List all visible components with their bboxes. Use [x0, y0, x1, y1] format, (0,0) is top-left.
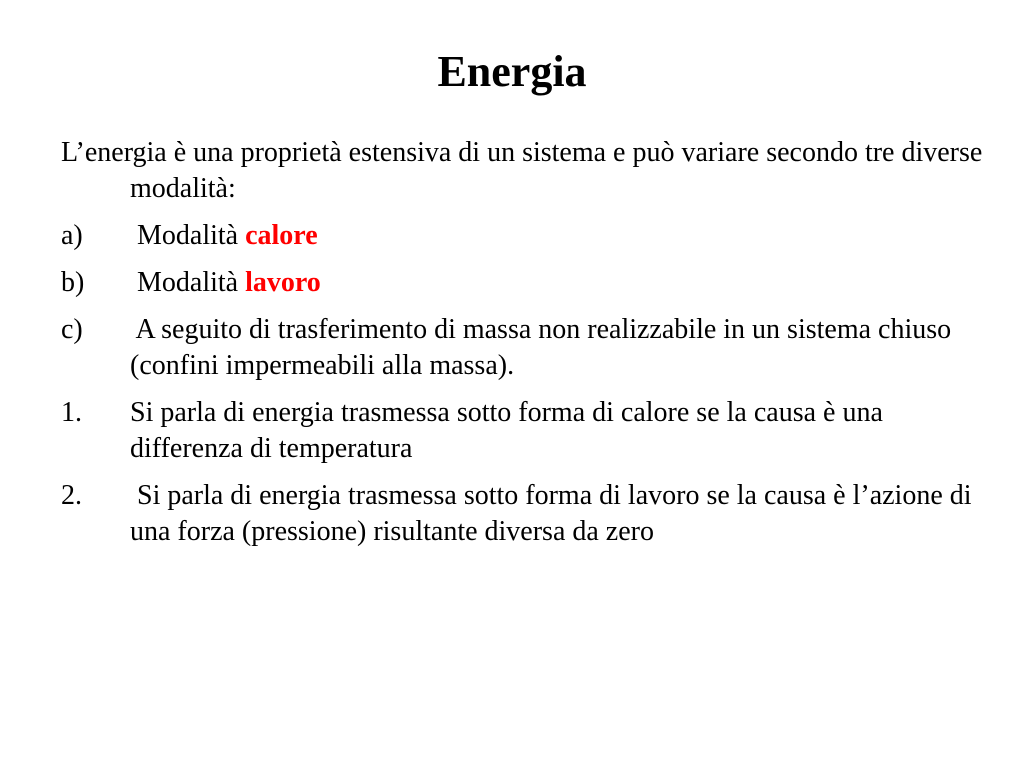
list-item-text: Si parla di energia trasmessa sotto forma di calore se la causa è una differenza di temperatura — [130, 397, 883, 464]
list-marker: 2. — [61, 480, 82, 511]
highlight-lavoro: lavoro — [245, 267, 321, 298]
list-marker: b) — [61, 267, 85, 298]
list-item-a — [61, 218, 991, 254]
list-item-c — [61, 312, 991, 384]
slide-title: Energia — [437, 47, 587, 96]
list-item-1 — [61, 395, 991, 467]
list-marker: a) — [61, 220, 83, 251]
list-item-text: Si parla di energia trasmessa sotto forma di lavoro se la causa è l’azione di una forza (pressione) risultante diversa da zero — [130, 480, 972, 547]
list-item-text: A seguito di trasferimento di massa non realizzabile in un sistema chiuso (confini impermeabili alla massa). — [130, 314, 952, 381]
highlight-calore: calore — [245, 220, 318, 251]
list-item-b — [61, 265, 991, 301]
slide-body — [61, 135, 991, 561]
intro-text: L’energia è una proprietà estensiva di un sistema e può variare secondo tre diverse modalità: — [61, 137, 983, 204]
list-item-2 — [61, 478, 991, 550]
list-marker: c) — [61, 314, 83, 345]
list-item-text: Modalità — [130, 220, 246, 251]
intro-paragraph — [61, 135, 991, 207]
list-marker: 1. — [61, 397, 82, 428]
list-item-text: Modalità — [130, 267, 246, 298]
